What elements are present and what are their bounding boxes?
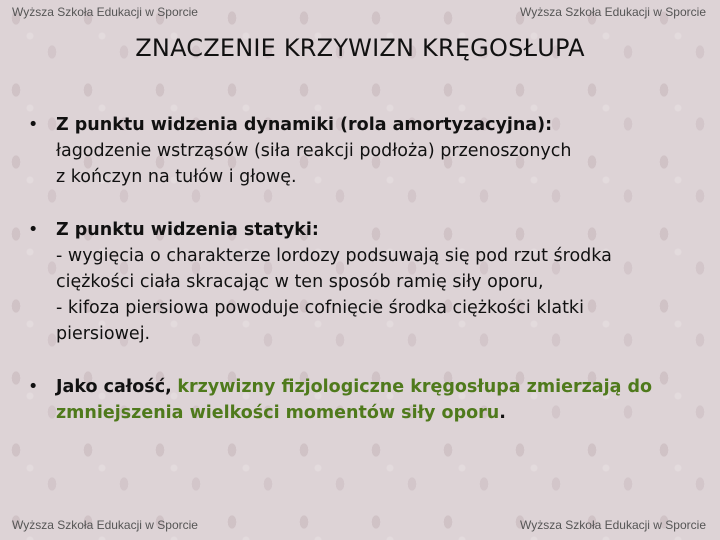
bullet-heading: Z punktu widzenia dynamiki (rola amortyzacyjna): [56, 115, 553, 135]
bullet-line: łagodzenie wstrząsów (siła reakcji podłoża) przenoszonych [56, 141, 572, 161]
header-right-watermark: Wyższa Szkoła Edukacji w Sporcie [520, 5, 706, 19]
bullet-line: piersiowej. [56, 324, 151, 344]
bullet-line: ciężkości ciała skracając w ten sposób ramię siły oporu, [56, 272, 544, 292]
bullet-marker: • [28, 220, 39, 240]
bullet-summary-line2 [56, 400, 708, 426]
footer-left-watermark: Wyższa Szkoła Edukacji w Sporcie [12, 518, 198, 532]
bullet-line: z kończyn na tułów i głowę. [56, 167, 297, 187]
bullet-summary [28, 374, 708, 426]
bullet-lead: Jako całość, [56, 377, 172, 397]
bullet-line: - kifoza piersiowa powoduje cofnięcie środka ciężkości klatki [56, 298, 584, 318]
bullet-marker: • [28, 377, 39, 397]
header-left-watermark: Wyższa Szkoła Edukacji w Sporcie [12, 5, 198, 19]
bullet-heading: Z punktu widzenia statyki: [56, 220, 319, 240]
bullet-highlight: krzywizny fizjologiczne kręgosłupa zmierzają do [177, 377, 653, 397]
footer-right-watermark: Wyższa Szkoła Edukacji w Sporcie [520, 518, 706, 532]
bullet-highlight: zmniejszenia wielkości momentów siły oporu [56, 403, 500, 423]
bullet-marker: • [28, 115, 39, 135]
bullet-summary-line1 [56, 374, 708, 400]
slide-title: ZNACZENIE KRZYWIZN KRĘGOSŁUPA [135, 34, 585, 62]
bullet-dynamics [28, 112, 708, 190]
slide-content [28, 112, 708, 453]
bullet-statics [28, 217, 708, 347]
bullet-end: . [499, 403, 506, 423]
bullet-line: - wygięcia o charakterze lordozy podsuwają się pod rzut środka [56, 246, 612, 266]
